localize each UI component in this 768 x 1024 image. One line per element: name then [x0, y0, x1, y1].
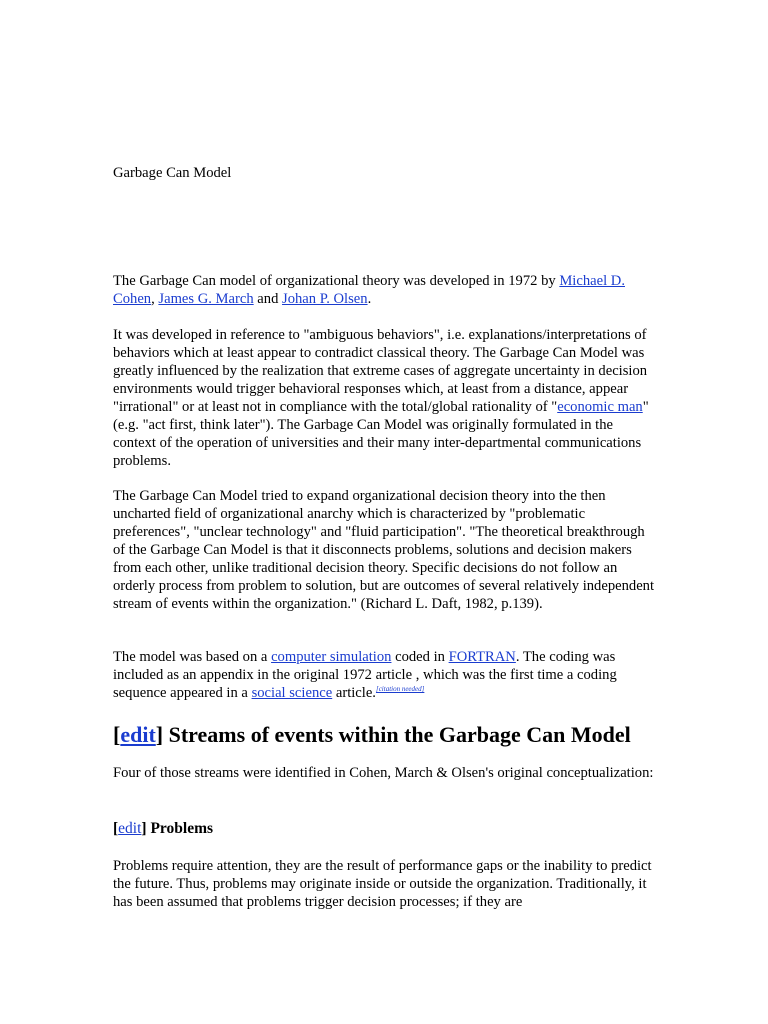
intro-text-2: ,	[151, 291, 159, 307]
ambiguous-text-1: It was developed in reference to "ambiguous behaviors", i.e. explanations/interpretations of behaviors which at least appear to contradict classical theory. The Garbage Can Model was greatly influenced by the realization that extreme cases of aggregate uncertainty in decision environments would trigger behavioral responses which, at least from a distance, appear "irrational" or at least not in compliance with the total/global rationality of "	[113, 327, 648, 415]
edit-link-problems[interactable]: edit	[118, 820, 142, 837]
link-computer-simulation[interactable]: computer simulation	[271, 649, 392, 665]
section-title-streams: Streams of events within the Garbage Can Model	[163, 722, 631, 747]
simulation-text-2: coded in	[391, 649, 449, 665]
edit-bracket-open: [	[113, 722, 121, 747]
intro-text-1: The Garbage Can model of organizational theory was developed in 1972 by	[113, 273, 560, 289]
link-johan-olsen[interactable]: Johan P. Olsen	[282, 291, 368, 307]
simulation-text-1: The model was based on a	[113, 649, 272, 665]
problems-paragraph: Problems require attention, they are the result of performance gaps or the inability to predict the future. Thus, problems may originate inside or outside the organization. Traditionally, it has been assumed that problems trigger decision processes; if they are	[113, 858, 652, 910]
edit-bracket-close: ]	[155, 722, 164, 747]
subsection-heading-problems	[113, 820, 213, 838]
streams-intro-paragraph: Four of those streams were identified in Cohen, March & Olsen's original conceptualization:	[113, 765, 654, 781]
edit-bracket-close: ]	[141, 820, 147, 837]
simulation-text-4: article.	[332, 685, 376, 701]
simulation-text-3: . The coding was included as an appendix in the original 1972 article , which was the first time a coding sequence appeared in a	[113, 649, 617, 701]
computer-simulation-paragraph	[113, 648, 658, 702]
intro-text-4: .	[367, 291, 372, 307]
link-economic-man[interactable]: economic man	[557, 399, 643, 415]
subsection-title-problems: Problems	[146, 820, 214, 837]
link-fortran[interactable]: FORTRAN	[448, 649, 516, 665]
document-title: Garbage Can Model	[113, 165, 232, 181]
intro-paragraph	[113, 272, 658, 308]
link-social-science[interactable]: social science	[251, 685, 333, 701]
section-heading-streams	[113, 721, 631, 749]
organizational-anarchy-paragraph: The Garbage Can Model tried to expand organizational decision theory into the then uncharted field of organizational anarchy which is characterized by "problematic preferences", "unclear technology" and "fluid participation". "The theoretical breakthrough of the Garbage Can Model is that it disconnects problems, solutions and decision makers from each other, unlike traditional decision theory. Specific decisions do not follow an orderly process from problem to solution, but are outcomes of several relatively independent stream of events within the organization." (Richard L. Daft, 1982, p.139).	[113, 488, 655, 612]
link-citation-needed[interactable]: [citation needed]	[375, 685, 425, 693]
edit-link-streams[interactable]: edit	[120, 722, 156, 747]
link-james-march[interactable]: James G. March	[158, 291, 254, 307]
ambiguous-text-2: " (e.g. "act first, think later"). The Garbage Can Model was originally formulated in the context of the operation of universities and their many inter-departmental communications problems.	[113, 399, 649, 469]
citation-needed-superscript	[376, 685, 424, 693]
edit-bracket-open: [	[113, 820, 119, 837]
intro-text-3: and	[253, 291, 283, 307]
link-michael-cohen[interactable]: Michael D. Cohen	[113, 273, 625, 307]
ambiguous-behaviors-paragraph	[113, 326, 658, 470]
